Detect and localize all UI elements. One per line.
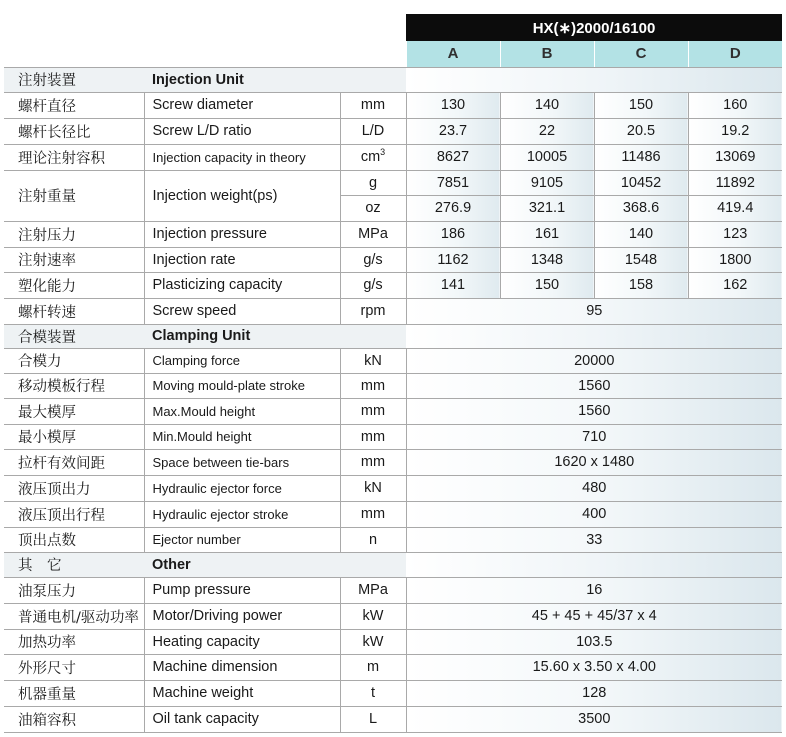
value-c: 10452	[594, 170, 688, 195]
row-screw-speed	[4, 298, 782, 324]
param-en: Ejector number	[144, 527, 340, 552]
value-d: 11892	[688, 170, 782, 195]
header-row-title	[4, 14, 782, 41]
value-b: 22	[500, 118, 594, 144]
param-en: Hydraulic ejector force	[144, 475, 340, 501]
param-en: Hydraulic ejector stroke	[144, 501, 340, 527]
value-d: 162	[688, 272, 782, 298]
row-machine-weight	[4, 680, 782, 706]
param-unit: g/s	[340, 272, 406, 298]
param-cn: 普通电机/驱动功率	[4, 603, 144, 629]
value-c: 158	[594, 272, 688, 298]
value-a: 23.7	[406, 118, 500, 144]
row-screw-diameter	[4, 92, 782, 118]
param-cn: 合模力	[4, 348, 144, 373]
param-en: Oil tank capacity	[144, 706, 340, 732]
param-cn: 油箱容积	[4, 706, 144, 732]
value-a: 186	[406, 221, 500, 247]
param-cn: 螺杆直径	[4, 92, 144, 118]
row-injection-pressure	[4, 221, 782, 247]
param-unit: rpm	[340, 298, 406, 324]
row-ejector-number	[4, 527, 782, 552]
value-a: 1162	[406, 247, 500, 272]
param-en: Heating capacity	[144, 629, 340, 654]
param-unit: mm	[340, 449, 406, 475]
param-unit: L/D	[340, 118, 406, 144]
param-en: Motor/Driving power	[144, 603, 340, 629]
param-unit: g/s	[340, 247, 406, 272]
section-label-en: Clamping Unit	[144, 324, 340, 348]
param-unit: kN	[340, 475, 406, 501]
value-a: 8627	[406, 144, 500, 170]
param-cn: 顶出点数	[4, 527, 144, 552]
param-en: Injection rate	[144, 247, 340, 272]
param-unit: mm	[340, 501, 406, 527]
param-unit: mm	[340, 373, 406, 398]
param-en: Injection capacity in theory	[144, 144, 340, 170]
param-en: Space between tie-bars	[144, 449, 340, 475]
row-pump-pressure	[4, 577, 782, 603]
param-cn: 液压顶出行程	[4, 501, 144, 527]
param-en: Machine weight	[144, 680, 340, 706]
value-d: 123	[688, 221, 782, 247]
param-unit: n	[340, 527, 406, 552]
row-heating-capacity	[4, 629, 782, 654]
param-cn: 注射速率	[4, 247, 144, 272]
param-en: Max.Mould height	[144, 398, 340, 424]
unit-superscript: 3	[380, 147, 386, 157]
value-all: 128	[406, 680, 782, 706]
value-c: 11486	[594, 144, 688, 170]
row-hydraulic-ejector-stroke	[4, 501, 782, 527]
value-all: 1560	[406, 398, 782, 424]
param-cn: 外形尺寸	[4, 654, 144, 680]
param-en: Machine dimension	[144, 654, 340, 680]
param-en: Injection pressure	[144, 221, 340, 247]
section-injection-unit	[4, 67, 782, 92]
param-en: Min.Mould height	[144, 424, 340, 449]
param-cn: 注射重量	[4, 170, 144, 221]
column-header-d: D	[688, 41, 782, 67]
value-all: 400	[406, 501, 782, 527]
param-unit: MPa	[340, 577, 406, 603]
param-unit: MPa	[340, 221, 406, 247]
param-cn: 螺杆长径比	[4, 118, 144, 144]
param-unit: mm	[340, 424, 406, 449]
value-c: 1548	[594, 247, 688, 272]
row-injection-weight-g	[4, 170, 782, 195]
model-title: HX(∗)2000/16100	[406, 14, 782, 41]
value-b: 9105	[500, 170, 594, 195]
value-b: 150	[500, 272, 594, 298]
row-screw-ld-ratio	[4, 118, 782, 144]
value-c: 140	[594, 221, 688, 247]
param-en: Screw diameter	[144, 92, 340, 118]
param-cn: 最小模厚	[4, 424, 144, 449]
row-max-mould-height	[4, 398, 782, 424]
value-b: 321.1	[500, 195, 594, 221]
param-cn: 加热功率	[4, 629, 144, 654]
param-unit: kW	[340, 603, 406, 629]
spec-table	[4, 14, 782, 733]
value-all: 95	[406, 298, 782, 324]
value-b: 1348	[500, 247, 594, 272]
row-space-between-tie-bars	[4, 449, 782, 475]
param-en: Injection weight(ps)	[144, 170, 340, 221]
param-unit: kW	[340, 629, 406, 654]
value-all: 480	[406, 475, 782, 501]
param-cn: 拉杆有效间距	[4, 449, 144, 475]
param-cn: 最大模厚	[4, 398, 144, 424]
param-unit: mm	[340, 398, 406, 424]
param-cn: 理论注射容积	[4, 144, 144, 170]
value-c: 150	[594, 92, 688, 118]
section-other	[4, 552, 782, 577]
section-label-cn: 其 它	[4, 552, 144, 577]
param-en: Clamping force	[144, 348, 340, 373]
value-d: 13069	[688, 144, 782, 170]
row-oil-tank-capacity	[4, 706, 782, 732]
param-cn: 螺杆转速	[4, 298, 144, 324]
value-a: 7851	[406, 170, 500, 195]
param-cn: 注射压力	[4, 221, 144, 247]
column-header-c: C	[594, 41, 688, 67]
row-moving-mould-plate-stroke	[4, 373, 782, 398]
value-all: 45 + 45 + 45/37 x 4	[406, 603, 782, 629]
unit-base: cm	[360, 149, 381, 165]
value-all: 20000	[406, 348, 782, 373]
param-unit: L	[340, 706, 406, 732]
value-all: 710	[406, 424, 782, 449]
row-injection-capacity	[4, 144, 782, 170]
param-cn: 油泵压力	[4, 577, 144, 603]
value-all: 103.5	[406, 629, 782, 654]
param-unit: kN	[340, 348, 406, 373]
param-unit: oz	[340, 195, 406, 221]
value-all: 3500	[406, 706, 782, 732]
section-clamping-unit	[4, 324, 782, 348]
param-en: Screw L/D ratio	[144, 118, 340, 144]
value-a: 276.9	[406, 195, 500, 221]
param-cn: 移动模板行程	[4, 373, 144, 398]
column-header-a: A	[406, 41, 500, 67]
row-machine-dimension	[4, 654, 782, 680]
value-d: 160	[688, 92, 782, 118]
param-cn: 液压顶出力	[4, 475, 144, 501]
param-en: Plasticizing capacity	[144, 272, 340, 298]
section-label-en: Other	[144, 552, 340, 577]
param-unit: mm	[340, 92, 406, 118]
param-unit: m	[340, 654, 406, 680]
value-d: 1800	[688, 247, 782, 272]
param-en: Pump pressure	[144, 577, 340, 603]
row-motor-driving-power	[4, 603, 782, 629]
value-all: 16	[406, 577, 782, 603]
value-all: 15.60 x 3.50 x 4.00	[406, 654, 782, 680]
row-min-mould-height	[4, 424, 782, 449]
value-a: 130	[406, 92, 500, 118]
param-unit: g	[340, 170, 406, 195]
header-row-columns	[4, 41, 782, 67]
param-cn: 机器重量	[4, 680, 144, 706]
value-all: 33	[406, 527, 782, 552]
value-b: 10005	[500, 144, 594, 170]
value-c: 368.6	[594, 195, 688, 221]
column-header-b: B	[500, 41, 594, 67]
section-label-cn: 合模装置	[4, 324, 144, 348]
section-label-en: Injection Unit	[144, 67, 340, 92]
value-a: 141	[406, 272, 500, 298]
row-hydraulic-ejector-force	[4, 475, 782, 501]
value-all: 1620 x 1480	[406, 449, 782, 475]
value-all: 1560	[406, 373, 782, 398]
row-injection-rate	[4, 247, 782, 272]
param-cn: 塑化能力	[4, 272, 144, 298]
value-b: 161	[500, 221, 594, 247]
param-unit	[340, 144, 406, 170]
row-clamping-force	[4, 348, 782, 373]
section-label-cn: 注射装置	[4, 67, 144, 92]
param-en: Screw speed	[144, 298, 340, 324]
value-d: 419.4	[688, 195, 782, 221]
param-en: Moving mould-plate stroke	[144, 373, 340, 398]
value-c: 20.5	[594, 118, 688, 144]
param-unit: t	[340, 680, 406, 706]
row-plasticizing-capacity	[4, 272, 782, 298]
value-d: 19.2	[688, 118, 782, 144]
value-b: 140	[500, 92, 594, 118]
